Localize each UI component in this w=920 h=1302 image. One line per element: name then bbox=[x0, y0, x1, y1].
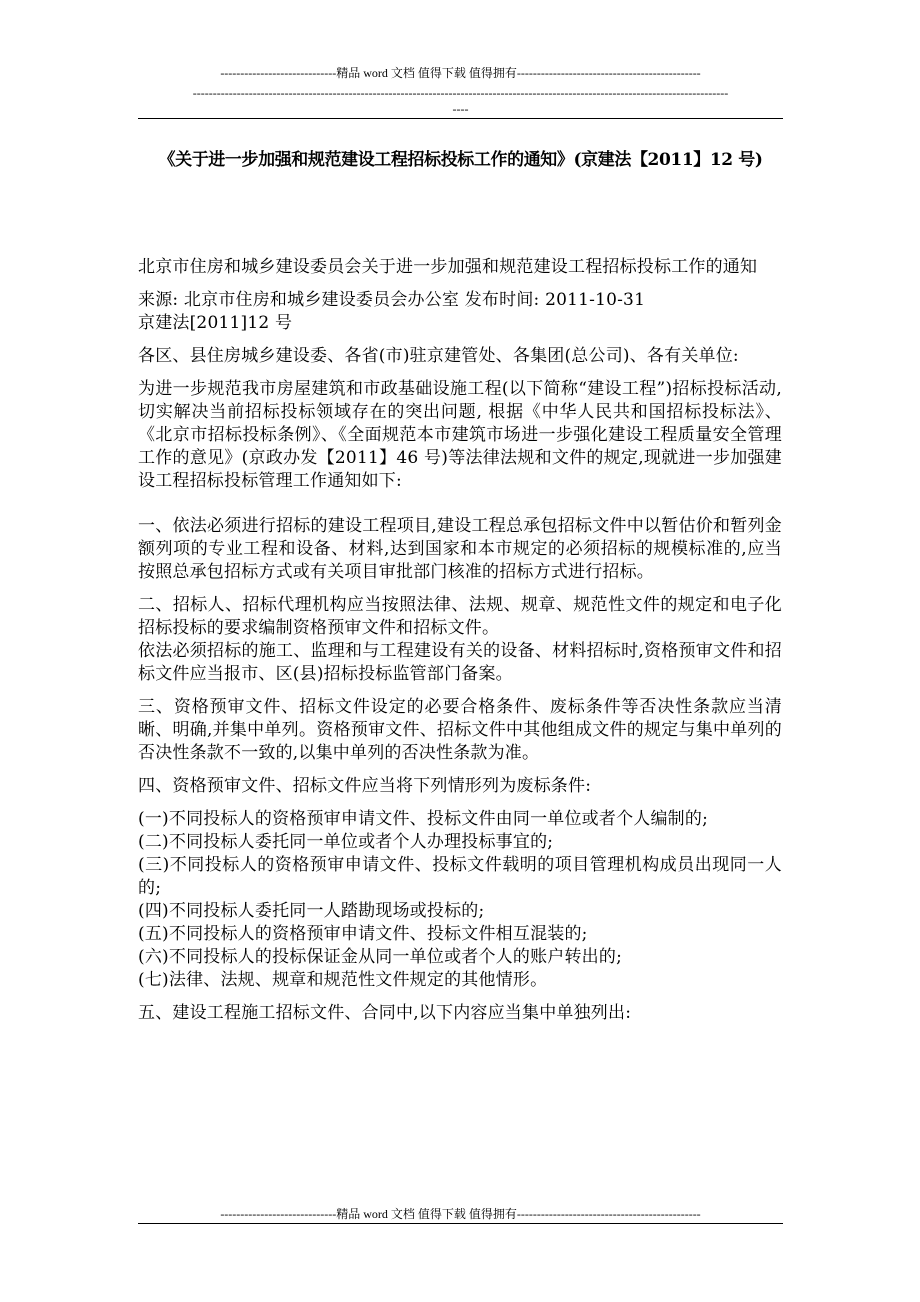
clause-4: 四、资格预审文件、招标文件应当将下列情形列为废标条件: bbox=[138, 776, 592, 796]
clause-4-item-1: (一)不同投标人的资格预审申请文件、投标文件由同一单位或者个人编制的; bbox=[138, 809, 708, 829]
clause-4-item-2: (二)不同投标人委托同一单位或者个人办理投标事宜的; bbox=[138, 832, 554, 852]
header-rule bbox=[138, 118, 783, 119]
footer-banner: -----------------------------精品 word 文档 值得下载 值得拥有---------------------------------------------- bbox=[220, 1207, 701, 1221]
clause-4-item-4: (四)不同投标人委托同一人踏勘现场或投标的; bbox=[138, 901, 485, 921]
clause-4-item-5: (五)不同投标人的资格预审申请文件、投标文件相互混装的; bbox=[138, 924, 588, 944]
header-dash-line: -------------------------------------------------------------------------------------------------------------------------------------- bbox=[192, 86, 729, 100]
document-title: 《关于进一步加强和规范建设工程招标投标工作的通知》(京建法【2011】12 号) bbox=[158, 150, 763, 170]
clause-4-item-3: (三)不同投标人的资格预审申请文件、投标文件载明的项目管理机构成员出现同一人的; bbox=[138, 855, 782, 898]
clause-4-item-7: (七)法律、法规、规章和规范性文件规定的其他情形。 bbox=[138, 970, 548, 990]
clause-1: 一、依法必须进行招标的建设工程项目,建设工程总承包招标文件中以暂估价和暂列金额列项的专业工程和设备、材料,达到国家和本市规定的必须招标的规模标准的,应当按照总承包招标方式或有关项目审批部门核准的招标方式进行招标。 bbox=[138, 516, 782, 582]
footer-rule bbox=[138, 1223, 783, 1224]
clause-2-detail: 依法必须招标的施工、监理和与工程建设有关的设备、材料招标时,资格预审文件和招标文件应当报市、区(县)招标投标监管部门备案。 bbox=[138, 641, 782, 684]
clause-5: 五、建设工程施工招标文件、合同中,以下内容应当集中单独列出: bbox=[138, 1003, 632, 1023]
notice-heading: 北京市住房和城乡建设委员会关于进一步加强和规范建设工程招标投标工作的通知 bbox=[138, 257, 758, 277]
preamble-paragraph: 为进一步规范我市房屋建筑和市政基础设施工程(以下简称“建设工程”)招标投标活动,切实解决当前招标投标领域存在的突出问题, 根据《中华人民共和国招标投标法》、《北京市招标投标条例》、《全面规范本市建筑市场进一步强化建设工程质量安全管理工作的意见》(京政办发【2011】46 号)等法律法规和文件的规定,现就进一步加强建设工程招标投标管理工作通知如下: bbox=[138, 379, 782, 491]
document-number: 京建法[2011]12 号 bbox=[138, 313, 293, 333]
clause-4-item-6: (六)不同投标人的投标保证金从同一单位或者个人的账户转出的; bbox=[138, 947, 622, 967]
document-body bbox=[138, 256, 782, 1035]
header-dash-tail: ---- bbox=[452, 102, 469, 116]
clause-2: 二、招标人、招标代理机构应当按照法律、法规、规章、规范性文件的规定和电子化招标投标的要求编制资格预审文件和招标文件。 bbox=[138, 595, 782, 638]
header-banner: -----------------------------精品 word 文档 值得下载 值得拥有---------------------------------------------- bbox=[220, 66, 701, 80]
addressee: 各区、县住房城乡建设委、各省(市)驻京建管处、各集团(总公司)、各有关单位: bbox=[138, 346, 739, 366]
source-line: 来源: 北京市住房和城乡建设委员会办公室 发布时间: 2011-10-31 bbox=[138, 290, 646, 310]
clause-3: 三、资格预审文件、招标文件设定的必要合格条件、废标条件等否决性条款应当清晰、明确,并集中单列。资格预审文件、招标文件中其他组成文件的规定与集中单列的否决性条款不一致的,以集中单列的否决性条款为准。 bbox=[138, 697, 782, 763]
